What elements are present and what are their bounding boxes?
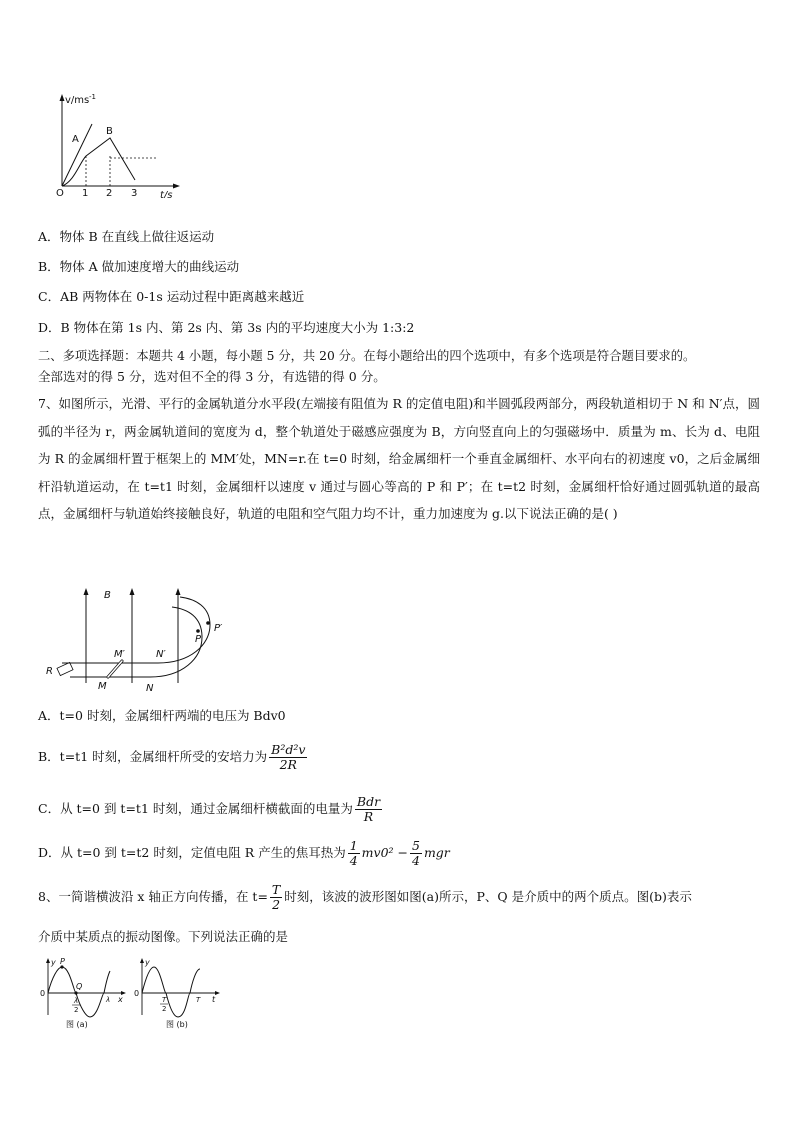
fig-b-y-label: y <box>145 958 150 967</box>
arc-back <box>158 597 210 663</box>
q7-option-b-text: B．t=t1 时刻，金属细杆所受的安培力为 <box>38 749 268 764</box>
q7-option-a: A．t=0 时刻，金属细杆两端的电压为 Bdv0 <box>38 708 286 723</box>
x-axis-arrow <box>173 184 180 189</box>
label-p: P <box>195 634 202 645</box>
q7-option-d-frac2 <box>410 839 422 868</box>
label-m-prime: M′ <box>114 649 125 660</box>
x-axis-label: t/s <box>160 190 173 198</box>
q8-stem-frac-den: 2 <box>272 897 281 912</box>
fig-a-wave <box>48 967 110 1017</box>
curve-label-a: A <box>72 134 79 145</box>
q6-option-a: A．物体 B 在直线上做往返运动 <box>38 229 215 244</box>
q8-stem-b: 时刻，该波的波形图如图(a)所示，P、Q 是介质中的两个质点。图(b)表示 <box>284 889 692 904</box>
fig-a-y-arrow <box>46 958 50 963</box>
q7-option-b-fraction <box>269 743 307 772</box>
curve-label-b: B <box>106 126 113 137</box>
tick-3: 3 <box>131 188 138 198</box>
fig-a-y-label: y <box>51 958 56 967</box>
field-arrow-1 <box>84 588 89 595</box>
q8-stem-line1 <box>38 882 692 912</box>
q7-option-c-text: C．从 t=0 到 t=t1 时刻，通过金属细杆横截面的电量为 <box>38 801 353 816</box>
point-p <box>196 629 200 633</box>
q7-option-b-den: 2R <box>279 757 297 772</box>
section2-line1: 二、多项选择题：本题共 4 小题，每小题 5 分，共 20 分。在每小题给出的四个选项中，有多个选项是符合题目要求的。 <box>38 349 696 363</box>
label-p-prime: P′ <box>214 623 223 634</box>
fig-b-y-arrow <box>140 958 144 963</box>
q7-option-b-num: B²d²v <box>271 742 306 757</box>
fig-a-caption: 图 (a) <box>66 1020 88 1029</box>
point-p-prime <box>206 621 210 625</box>
q7-option-d-frac2-num: 5 <box>411 838 420 853</box>
fig-b-t-label: t <box>212 995 216 1004</box>
curve-b <box>62 138 135 186</box>
fig-b-half-num: T <box>162 996 167 1004</box>
fig-a-p-label: P <box>60 957 65 966</box>
fig-b-t-tick: T <box>196 996 201 1004</box>
label-m: M <box>98 681 107 692</box>
resistor <box>57 662 73 675</box>
fig-a-q-label: Q <box>76 982 83 991</box>
field-arrow-3 <box>176 588 181 595</box>
fig-b-half-den: 2 <box>162 1005 167 1013</box>
q7-option-c-den: R <box>363 809 374 824</box>
fig-b-x-arrow <box>215 991 220 995</box>
q6-option-b: B．物体 A 做加速度增大的曲线运动 <box>38 259 240 274</box>
fig-b-caption: 图 (b) <box>166 1020 188 1029</box>
q7-option-b <box>38 742 309 772</box>
field-arrow-2 <box>130 588 135 595</box>
q8-figure-b <box>132 955 224 1031</box>
q7-option-d-mid: mv0² − <box>361 845 408 860</box>
section2-line2: 全部选对的得 5 分，选对但不全的得 3 分，有选错的得 0 分。 <box>38 369 386 384</box>
q7-option-c-fraction <box>355 795 382 824</box>
label-n-prime: N′ <box>156 649 166 660</box>
q8-stem-frac-num: T <box>271 882 281 897</box>
fig-a-point-q <box>74 991 77 994</box>
q8-stem-a: 8、一简谐横波沿 x 轴正方向传播，在 t= <box>38 889 268 904</box>
fig-b-wave <box>142 967 200 1017</box>
origin-label: O <box>56 188 64 198</box>
q8-figure-a <box>38 955 130 1031</box>
q7-option-d-end: mgr <box>423 845 450 860</box>
q7-option-d-text: D．从 t=0 到 t=t2 时刻，定值电阻 R 产生的焦耳热为 <box>38 845 346 860</box>
fig-a-lambda: λ <box>106 996 111 1004</box>
tick-1: 1 <box>82 188 89 198</box>
q7-option-d-frac1 <box>348 839 360 868</box>
label-n: N <box>146 683 154 694</box>
y-axis-arrow <box>60 94 65 101</box>
q7-option-d-frac1-num: 1 <box>349 838 358 853</box>
q7-stem: 7、如图所示，光滑、平行的金属轨道分水平段(左端接有阻值为 R 的定值电阻)和半圆弧段两部分，两段轨道相切于 N 和 N′点，圆弧的半径为 r，两金属轨道间的宽度为 d，整个轨道处于磁感应强度为 B，方向竖直向上的匀强磁场中．质量为 m、长为 d、电阻为 R 的金属细杆置于框架上的 MM′处，MN=r.在 t=0 时刻，给金属细杆一个垂直金属细杆、水平向右的初速度 v0，之后金属细杆沿轨道运动，在 t=t1 时刻，金属细杆以速度 v 通过与圆心等高的 P 和 P′；在 t=t2 时刻，金属细杆恰好通过圆弧轨道的最高点，金属细杆与轨道始终接触良好，轨道的电阻和空气阻力均不计，重力加速度为 g.以下说法正确的是( ) <box>38 396 760 521</box>
q7-option-d <box>38 838 450 868</box>
q6-option-c: C．AB 两物体在 0-1s 运动过程中距离越来越近 <box>38 289 305 304</box>
tick-2: 2 <box>106 188 113 198</box>
fig-b-zero: 0 <box>134 989 140 998</box>
fig-a-zero: 0 <box>40 989 46 998</box>
q7-rail-figure <box>40 585 240 695</box>
fig-a-half-den: 2 <box>74 1006 79 1014</box>
q6-option-d: D．B 物体在第 1s 内、第 2s 内、第 3s 内的平均速度大小为 1:3:2 <box>38 320 415 335</box>
q7-option-c <box>38 794 384 824</box>
q7-option-d-frac2-den: 4 <box>411 853 420 868</box>
y-axis-label-sup: -1 <box>89 93 96 101</box>
y-axis-label: v/ms <box>65 95 90 106</box>
q8-stem-fraction <box>270 883 282 912</box>
fig-a-x-label: x <box>118 995 123 1004</box>
vt-graph <box>48 90 188 198</box>
q7-option-d-frac1-den: 4 <box>349 853 358 868</box>
fig-a-half-num: λ <box>74 997 79 1005</box>
label-r: R <box>46 666 53 677</box>
q8-stem-line2: 介质中某质点的振动图像。下列说法正确的是 <box>38 929 289 944</box>
q7-option-c-num: Bdr <box>356 794 381 809</box>
label-b-field: B <box>104 590 111 601</box>
